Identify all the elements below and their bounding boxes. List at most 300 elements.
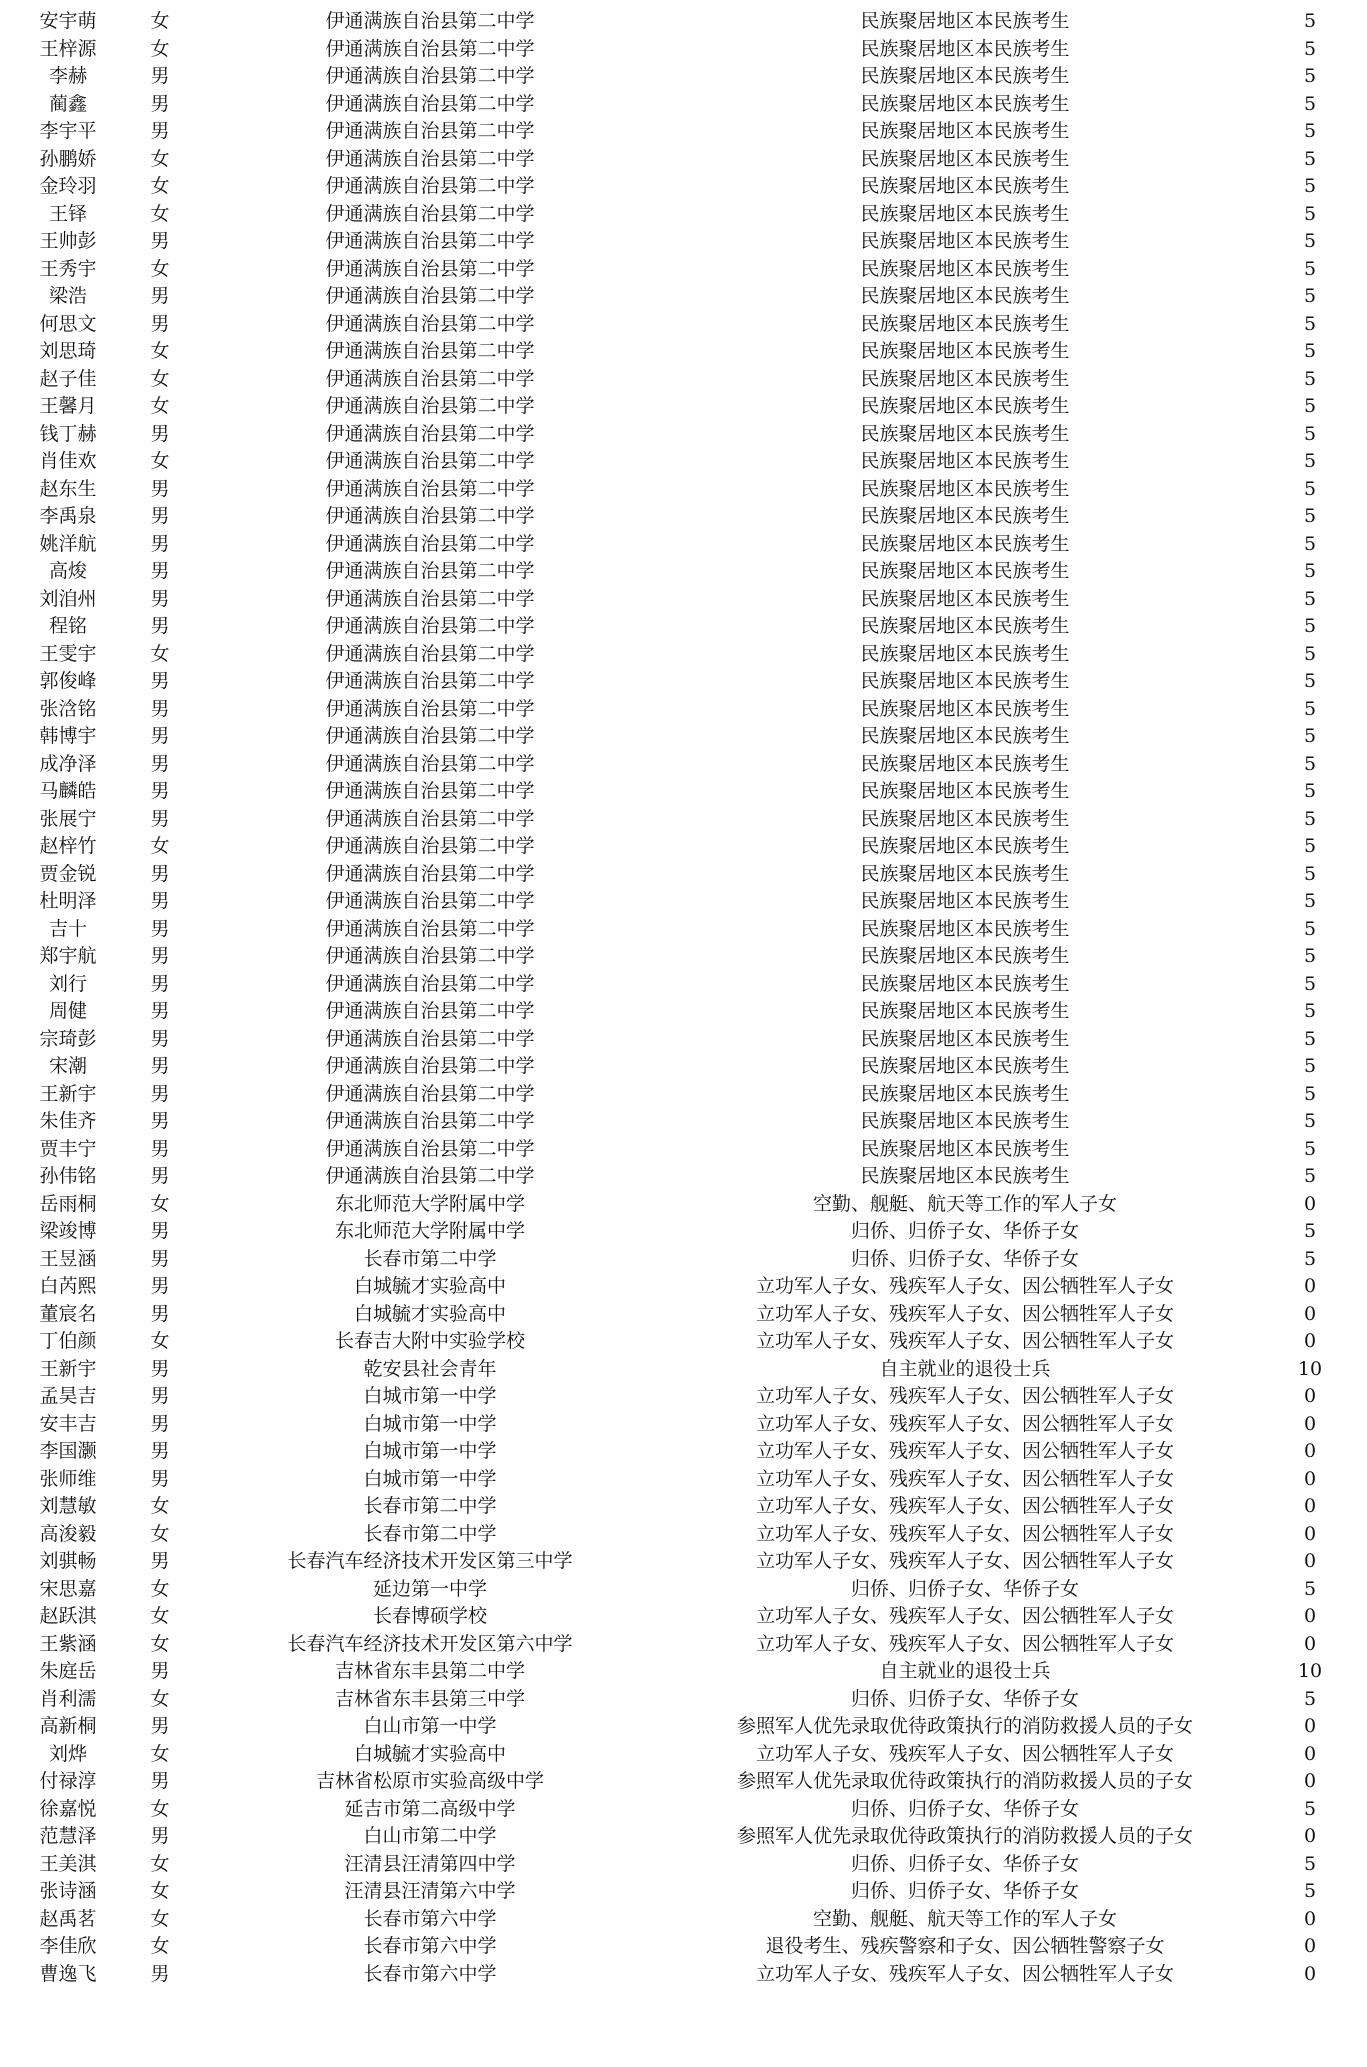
score-cell: 0 bbox=[1303, 1385, 1317, 1407]
gender-cell: 男 bbox=[150, 945, 170, 967]
gender-cell: 男 bbox=[150, 670, 170, 692]
school-cell: 伊通满族自治县第二中学 bbox=[325, 395, 535, 417]
school-cell: 伊通满族自治县第二中学 bbox=[325, 175, 535, 197]
category-cell: 民族聚居地区本民族考生 bbox=[860, 367, 1070, 390]
score-cell: 5 bbox=[1303, 395, 1317, 417]
school-cell: 延吉市第二高级中学 bbox=[344, 1797, 516, 1820]
category-cell: 参照军人优先录取优待政策执行的消防救援人员的子女 bbox=[736, 1825, 1193, 1847]
table-row bbox=[0, 1631, 1367, 1659]
score-cell: 5 bbox=[1303, 1687, 1317, 1710]
score-cell: 0 bbox=[1303, 1302, 1317, 1325]
school-cell: 伊通满族自治县第二中学 bbox=[325, 670, 535, 692]
name-cell: 孙鹏娇 bbox=[39, 147, 97, 170]
gender-cell: 男 bbox=[150, 1027, 170, 1050]
school-cell: 吉林省松原市实验高级中学 bbox=[315, 1770, 544, 1792]
score-cell: 5 bbox=[1303, 120, 1317, 142]
table-row bbox=[0, 256, 1367, 284]
name-cell: 李禹泉 bbox=[39, 505, 97, 527]
name-cell: 王昱涵 bbox=[39, 1247, 97, 1270]
school-cell: 伊通满族自治县第二中学 bbox=[325, 807, 535, 830]
score-cell: 5 bbox=[1303, 10, 1317, 32]
category-cell: 空勤、舰艇、航天等工作的军人子女 bbox=[812, 1907, 1117, 1930]
table-row bbox=[0, 1163, 1367, 1191]
category-cell: 民族聚居地区本民族考生 bbox=[860, 917, 1070, 940]
gender-cell: 女 bbox=[150, 1742, 170, 1765]
table-row bbox=[0, 1081, 1367, 1109]
table-row bbox=[0, 1356, 1367, 1384]
category-cell: 民族聚居地区本民族考生 bbox=[860, 1055, 1070, 1077]
school-cell: 伊通满族自治县第二中学 bbox=[325, 1055, 535, 1077]
table-row bbox=[0, 338, 1367, 366]
gender-cell: 女 bbox=[150, 1522, 170, 1545]
name-cell: 成净泽 bbox=[39, 752, 97, 775]
school-cell: 伊通满族自治县第二中学 bbox=[325, 560, 535, 582]
name-cell: 赵跃淇 bbox=[39, 1605, 97, 1627]
name-cell: 贾金锐 bbox=[39, 862, 97, 885]
gender-cell: 男 bbox=[150, 862, 170, 885]
school-cell: 伊通满族自治县第二中学 bbox=[325, 147, 535, 170]
name-cell: 高浚毅 bbox=[39, 1522, 97, 1545]
school-cell: 伊通满族自治县第二中学 bbox=[325, 862, 535, 885]
score-cell: 5 bbox=[1303, 1082, 1317, 1105]
gender-cell: 男 bbox=[150, 1302, 170, 1325]
gender-cell: 男 bbox=[150, 65, 170, 87]
school-cell: 汪清县汪清第四中学 bbox=[344, 1852, 516, 1875]
category-cell: 民族聚居地区本民族考生 bbox=[860, 972, 1070, 995]
table-row bbox=[0, 1741, 1367, 1769]
table-row bbox=[0, 448, 1367, 476]
name-cell: 朱庭岳 bbox=[39, 1660, 97, 1682]
table-row bbox=[0, 888, 1367, 916]
table-row bbox=[0, 558, 1367, 586]
gender-cell: 男 bbox=[150, 560, 170, 582]
name-cell: 李佳欣 bbox=[39, 1935, 97, 1957]
gender-cell: 男 bbox=[150, 92, 170, 115]
score-cell: 5 bbox=[1303, 65, 1317, 87]
table-row bbox=[0, 1108, 1367, 1136]
school-cell: 伊通满族自治县第二中学 bbox=[325, 945, 535, 967]
category-cell: 民族聚居地区本民族考生 bbox=[860, 202, 1070, 225]
school-cell: 伊通满族自治县第二中学 bbox=[325, 615, 535, 637]
score-cell: 0 bbox=[1303, 1275, 1317, 1297]
school-cell: 白城市第一中学 bbox=[363, 1412, 497, 1435]
gender-cell: 女 bbox=[150, 1192, 170, 1215]
name-cell: 张展宁 bbox=[39, 807, 97, 830]
category-cell: 归侨、归侨子女、华侨子女 bbox=[850, 1220, 1079, 1242]
name-cell: 姚洋航 bbox=[39, 532, 97, 555]
score-cell: 0 bbox=[1303, 1825, 1317, 1847]
gender-cell: 女 bbox=[150, 37, 170, 60]
gender-cell: 男 bbox=[150, 697, 170, 720]
name-cell: 白芮熙 bbox=[39, 1275, 97, 1297]
table-row bbox=[0, 63, 1367, 91]
gender-cell: 男 bbox=[150, 807, 170, 830]
score-cell: 5 bbox=[1303, 175, 1317, 197]
name-cell: 王新宇 bbox=[39, 1082, 97, 1105]
name-cell: 何思文 bbox=[39, 312, 97, 335]
gender-cell: 女 bbox=[150, 1907, 170, 1930]
name-cell: 丁伯颜 bbox=[39, 1330, 97, 1352]
category-cell: 归侨、归侨子女、华侨子女 bbox=[850, 1577, 1079, 1600]
gender-cell: 男 bbox=[150, 1137, 170, 1160]
name-cell: 赵禹茗 bbox=[39, 1907, 97, 1930]
name-cell: 马麟皓 bbox=[39, 780, 97, 802]
gender-cell: 男 bbox=[150, 1000, 170, 1022]
gender-cell: 女 bbox=[150, 367, 170, 390]
category-cell: 立功军人子女、残疾军人子女、因公牺牲军人子女 bbox=[755, 1275, 1174, 1297]
score-cell: 5 bbox=[1303, 725, 1317, 747]
name-cell: 刘思琦 bbox=[39, 340, 97, 362]
category-cell: 民族聚居地区本民族考生 bbox=[860, 37, 1070, 60]
category-cell: 民族聚居地区本民族考生 bbox=[860, 1110, 1070, 1132]
table-row bbox=[0, 118, 1367, 146]
table-row bbox=[0, 531, 1367, 559]
gender-cell: 男 bbox=[150, 1962, 170, 1985]
gender-cell: 女 bbox=[150, 202, 170, 225]
gender-cell: 女 bbox=[150, 340, 170, 362]
name-cell: 刘慧敏 bbox=[39, 1495, 97, 1517]
name-cell: 梁竣博 bbox=[39, 1220, 97, 1242]
table-row bbox=[0, 476, 1367, 504]
category-cell: 归侨、归侨子女、华侨子女 bbox=[850, 1797, 1079, 1820]
gender-cell: 男 bbox=[150, 1467, 170, 1490]
gender-cell: 男 bbox=[150, 532, 170, 555]
category-cell: 立功军人子女、残疾军人子女、因公牺牲军人子女 bbox=[755, 1412, 1174, 1435]
table-row bbox=[0, 36, 1367, 64]
gender-cell: 女 bbox=[150, 1687, 170, 1710]
name-cell: 董宸名 bbox=[39, 1302, 97, 1325]
gender-cell: 男 bbox=[150, 1055, 170, 1077]
score-cell: 5 bbox=[1303, 340, 1317, 362]
table-row bbox=[0, 1438, 1367, 1466]
category-cell: 民族聚居地区本民族考生 bbox=[860, 560, 1070, 582]
name-cell: 王帅彭 bbox=[39, 230, 97, 252]
score-cell: 5 bbox=[1303, 917, 1317, 940]
name-cell: 杜明泽 bbox=[39, 890, 97, 912]
score-cell: 5 bbox=[1303, 890, 1317, 912]
score-cell: 0 bbox=[1303, 1522, 1317, 1545]
table-row bbox=[0, 723, 1367, 751]
gender-cell: 女 bbox=[150, 642, 170, 665]
name-cell: 张浛铭 bbox=[39, 697, 97, 720]
gender-cell: 女 bbox=[150, 1495, 170, 1517]
gender-cell: 男 bbox=[150, 1082, 170, 1105]
name-cell: 程铭 bbox=[48, 615, 87, 637]
category-cell: 民族聚居地区本民族考生 bbox=[860, 1137, 1070, 1160]
table-row bbox=[0, 1933, 1367, 1961]
category-cell: 民族聚居地区本民族考生 bbox=[860, 422, 1070, 445]
score-cell: 5 bbox=[1303, 945, 1317, 967]
score-cell: 5 bbox=[1303, 697, 1317, 720]
gender-cell: 男 bbox=[150, 972, 170, 995]
name-cell: 李国灏 bbox=[39, 1440, 97, 1462]
score-cell: 10 bbox=[1297, 1660, 1323, 1682]
school-cell: 长春市第二中学 bbox=[363, 1247, 497, 1270]
score-cell: 5 bbox=[1303, 1165, 1317, 1187]
score-cell: 5 bbox=[1303, 835, 1317, 857]
school-cell: 伊通满族自治县第二中学 bbox=[325, 835, 535, 857]
score-cell: 5 bbox=[1303, 147, 1317, 170]
category-cell: 民族聚居地区本民族考生 bbox=[860, 175, 1070, 197]
gender-cell: 女 bbox=[150, 257, 170, 280]
score-cell: 5 bbox=[1303, 312, 1317, 335]
category-cell: 立功军人子女、残疾军人子女、因公牺牲军人子女 bbox=[755, 1962, 1174, 1985]
category-cell: 自主就业的退役士兵 bbox=[879, 1660, 1051, 1682]
school-cell: 伊通满族自治县第二中学 bbox=[325, 1165, 535, 1187]
table-row bbox=[0, 1053, 1367, 1081]
school-cell: 长春汽车经济技术开发区第三中学 bbox=[287, 1550, 573, 1572]
school-cell: 白山市第一中学 bbox=[363, 1715, 497, 1737]
gender-cell: 男 bbox=[150, 780, 170, 802]
gender-cell: 男 bbox=[150, 505, 170, 527]
gender-cell: 男 bbox=[150, 1220, 170, 1242]
name-cell: 宗琦彭 bbox=[39, 1027, 97, 1050]
table-row bbox=[0, 1411, 1367, 1439]
table-row bbox=[0, 146, 1367, 174]
category-cell: 民族聚居地区本民族考生 bbox=[860, 450, 1070, 472]
school-cell: 东北师范大学附属中学 bbox=[334, 1220, 525, 1242]
school-cell: 伊通满族自治县第二中学 bbox=[325, 450, 535, 472]
category-cell: 民族聚居地区本民族考生 bbox=[860, 890, 1070, 912]
score-cell: 5 bbox=[1303, 532, 1317, 555]
name-cell: 王美淇 bbox=[39, 1852, 97, 1875]
table-row bbox=[0, 1301, 1367, 1329]
category-cell: 立功军人子女、残疾军人子女、因公牺牲军人子女 bbox=[755, 1302, 1174, 1325]
score-cell: 5 bbox=[1303, 1220, 1317, 1242]
score-cell: 5 bbox=[1303, 1577, 1317, 1600]
score-cell: 5 bbox=[1303, 615, 1317, 637]
school-cell: 白山市第二中学 bbox=[363, 1825, 497, 1847]
category-cell: 参照军人优先录取优待政策执行的消防救援人员的子女 bbox=[736, 1770, 1193, 1792]
score-cell: 5 bbox=[1303, 1880, 1317, 1902]
score-cell: 0 bbox=[1303, 1330, 1317, 1352]
gender-cell: 男 bbox=[150, 752, 170, 775]
gender-cell: 男 bbox=[150, 1660, 170, 1682]
school-cell: 伊通满族自治县第二中学 bbox=[325, 1027, 535, 1050]
school-cell: 长春市第六中学 bbox=[363, 1935, 497, 1957]
school-cell: 伊通满族自治县第二中学 bbox=[325, 972, 535, 995]
gender-cell: 女 bbox=[150, 835, 170, 857]
category-cell: 民族聚居地区本民族考生 bbox=[860, 1027, 1070, 1050]
table-row bbox=[0, 91, 1367, 119]
name-cell: 高焌 bbox=[48, 560, 87, 582]
score-cell: 5 bbox=[1303, 1137, 1317, 1160]
table-row bbox=[0, 916, 1367, 944]
roster-table bbox=[0, 8, 1367, 1988]
school-cell: 伊通满族自治县第二中学 bbox=[325, 1082, 535, 1105]
name-cell: 高新桐 bbox=[39, 1715, 97, 1737]
name-cell: 徐嘉悦 bbox=[39, 1797, 97, 1820]
school-cell: 白城毓才实验高中 bbox=[353, 1275, 506, 1297]
gender-cell: 男 bbox=[150, 917, 170, 940]
gender-cell: 男 bbox=[150, 1275, 170, 1297]
table-row bbox=[0, 778, 1367, 806]
school-cell: 伊通满族自治县第二中学 bbox=[325, 257, 535, 280]
name-cell: 王紫涵 bbox=[39, 1632, 97, 1655]
table-row bbox=[0, 1961, 1367, 1989]
category-cell: 参照军人优先录取优待政策执行的消防救援人员的子女 bbox=[736, 1715, 1193, 1737]
name-cell: 吉十 bbox=[48, 917, 87, 940]
school-cell: 伊通满族自治县第二中学 bbox=[325, 65, 535, 87]
gender-cell: 女 bbox=[150, 1852, 170, 1875]
school-cell: 吉林省东丰县第三中学 bbox=[334, 1687, 525, 1710]
table-row bbox=[0, 1521, 1367, 1549]
name-cell: 刘骐畅 bbox=[39, 1550, 97, 1572]
table-row bbox=[0, 1906, 1367, 1934]
table-row bbox=[0, 1191, 1367, 1219]
name-cell: 李赫 bbox=[48, 65, 87, 87]
name-cell: 王馨月 bbox=[39, 395, 97, 417]
score-cell: 10 bbox=[1297, 1357, 1323, 1380]
school-cell: 伊通满族自治县第二中学 bbox=[325, 505, 535, 527]
score-cell: 5 bbox=[1303, 477, 1317, 500]
name-cell: 刘洎州 bbox=[39, 587, 97, 610]
gender-cell: 男 bbox=[150, 1440, 170, 1462]
score-cell: 5 bbox=[1303, 587, 1317, 610]
category-cell: 空勤、舰艇、航天等工作的军人子女 bbox=[812, 1192, 1117, 1215]
category-cell: 民族聚居地区本民族考生 bbox=[860, 752, 1070, 775]
table-row bbox=[0, 1878, 1367, 1906]
category-cell: 民族聚居地区本民族考生 bbox=[860, 1082, 1070, 1105]
gender-cell: 男 bbox=[150, 725, 170, 747]
score-cell: 5 bbox=[1303, 1055, 1317, 1077]
school-cell: 伊通满族自治县第二中学 bbox=[325, 340, 535, 362]
category-cell: 归侨、归侨子女、华侨子女 bbox=[850, 1247, 1079, 1270]
category-cell: 民族聚居地区本民族考生 bbox=[860, 642, 1070, 665]
table-row bbox=[0, 1823, 1367, 1851]
category-cell: 归侨、归侨子女、华侨子女 bbox=[850, 1852, 1079, 1875]
gender-cell: 女 bbox=[150, 1330, 170, 1352]
table-row bbox=[0, 503, 1367, 531]
gender-cell: 男 bbox=[150, 1715, 170, 1737]
gender-cell: 女 bbox=[150, 1880, 170, 1902]
gender-cell: 女 bbox=[150, 1632, 170, 1655]
score-cell: 0 bbox=[1303, 1907, 1317, 1930]
table-row bbox=[0, 228, 1367, 256]
name-cell: 朱佳齐 bbox=[39, 1110, 97, 1132]
category-cell: 民族聚居地区本民族考生 bbox=[860, 120, 1070, 142]
category-cell: 民族聚居地区本民族考生 bbox=[860, 65, 1070, 87]
table-row bbox=[0, 1576, 1367, 1604]
name-cell: 肖佳欢 bbox=[39, 450, 97, 472]
school-cell: 白城市第一中学 bbox=[363, 1467, 497, 1490]
score-cell: 0 bbox=[1303, 1192, 1317, 1215]
school-cell: 伊通满族自治县第二中学 bbox=[325, 890, 535, 912]
table-row bbox=[0, 861, 1367, 889]
score-cell: 0 bbox=[1303, 1715, 1317, 1737]
gender-cell: 男 bbox=[150, 1165, 170, 1187]
name-cell: 孙伟铭 bbox=[39, 1165, 97, 1187]
name-cell: 金玲羽 bbox=[39, 175, 97, 197]
name-cell: 安丰吉 bbox=[39, 1412, 97, 1435]
gender-cell: 女 bbox=[150, 395, 170, 417]
name-cell: 付禄淳 bbox=[39, 1770, 97, 1792]
gender-cell: 男 bbox=[150, 1110, 170, 1132]
name-cell: 王雯宇 bbox=[39, 642, 97, 665]
gender-cell: 男 bbox=[150, 1385, 170, 1407]
school-cell: 白城毓才实验高中 bbox=[353, 1742, 506, 1765]
gender-cell: 男 bbox=[150, 587, 170, 610]
category-cell: 民族聚居地区本民族考生 bbox=[860, 10, 1070, 32]
name-cell: 李宇平 bbox=[39, 120, 97, 142]
category-cell: 民族聚居地区本民族考生 bbox=[860, 587, 1070, 610]
category-cell: 民族聚居地区本民族考生 bbox=[860, 862, 1070, 885]
school-cell: 白城毓才实验高中 bbox=[353, 1302, 506, 1325]
table-row bbox=[0, 613, 1367, 641]
table-row bbox=[0, 1383, 1367, 1411]
name-cell: 赵东生 bbox=[39, 477, 97, 500]
school-cell: 伊通满族自治县第二中学 bbox=[325, 532, 535, 555]
gender-cell: 男 bbox=[150, 230, 170, 252]
category-cell: 民族聚居地区本民族考生 bbox=[860, 312, 1070, 335]
school-cell: 白城市第一中学 bbox=[363, 1385, 497, 1407]
table-row bbox=[0, 1851, 1367, 1879]
name-cell: 王秀宇 bbox=[39, 257, 97, 280]
gender-cell: 男 bbox=[150, 1770, 170, 1792]
name-cell: 岳雨桐 bbox=[39, 1192, 97, 1215]
gender-cell: 男 bbox=[150, 120, 170, 142]
gender-cell: 男 bbox=[150, 285, 170, 307]
category-cell: 民族聚居地区本民族考生 bbox=[860, 92, 1070, 115]
table-row bbox=[0, 998, 1367, 1026]
school-cell: 伊通满族自治县第二中学 bbox=[325, 367, 535, 390]
school-cell: 伊通满族自治县第二中学 bbox=[325, 230, 535, 252]
school-cell: 伊通满族自治县第二中学 bbox=[325, 1110, 535, 1132]
name-cell: 孟昊吉 bbox=[39, 1385, 97, 1407]
score-cell: 5 bbox=[1303, 285, 1317, 307]
name-cell: 梁浩 bbox=[48, 285, 87, 307]
name-cell: 刘烨 bbox=[48, 1742, 87, 1765]
score-cell: 5 bbox=[1303, 37, 1317, 60]
score-cell: 5 bbox=[1303, 862, 1317, 885]
gender-cell: 男 bbox=[150, 1825, 170, 1847]
name-cell: 王梓源 bbox=[39, 37, 97, 60]
score-cell: 5 bbox=[1303, 450, 1317, 472]
school-cell: 白城市第一中学 bbox=[363, 1440, 497, 1462]
name-cell: 王铎 bbox=[48, 202, 87, 225]
gender-cell: 男 bbox=[150, 1357, 170, 1380]
gender-cell: 女 bbox=[150, 1605, 170, 1627]
category-cell: 立功军人子女、残疾军人子女、因公牺牲军人子女 bbox=[755, 1467, 1174, 1490]
gender-cell: 女 bbox=[150, 147, 170, 170]
table-row bbox=[0, 393, 1367, 421]
school-cell: 东北师范大学附属中学 bbox=[334, 1192, 525, 1215]
gender-cell: 女 bbox=[150, 1577, 170, 1600]
school-cell: 长春博硕学校 bbox=[372, 1605, 487, 1627]
category-cell: 民族聚居地区本民族考生 bbox=[860, 697, 1070, 720]
table-row bbox=[0, 283, 1367, 311]
school-cell: 伊通满族自治县第二中学 bbox=[325, 780, 535, 802]
table-row bbox=[0, 1768, 1367, 1796]
table-row bbox=[0, 1218, 1367, 1246]
table-row bbox=[0, 8, 1367, 36]
score-cell: 5 bbox=[1303, 780, 1317, 802]
gender-cell: 男 bbox=[150, 1550, 170, 1572]
gender-cell: 女 bbox=[150, 1935, 170, 1957]
category-cell: 民族聚居地区本民族考生 bbox=[860, 615, 1070, 637]
score-cell: 0 bbox=[1303, 1550, 1317, 1572]
score-cell: 5 bbox=[1303, 1797, 1317, 1820]
school-cell: 延边第一中学 bbox=[372, 1577, 487, 1600]
category-cell: 民族聚居地区本民族考生 bbox=[860, 1000, 1070, 1022]
category-cell: 民族聚居地区本民族考生 bbox=[860, 807, 1070, 830]
gender-cell: 女 bbox=[150, 175, 170, 197]
score-cell: 5 bbox=[1303, 1110, 1317, 1132]
name-cell: 肖利濡 bbox=[39, 1687, 97, 1710]
score-cell: 0 bbox=[1303, 1495, 1317, 1517]
category-cell: 立功军人子女、残疾军人子女、因公牺牲军人子女 bbox=[755, 1605, 1174, 1627]
school-cell: 伊通满族自治县第二中学 bbox=[325, 1000, 535, 1022]
